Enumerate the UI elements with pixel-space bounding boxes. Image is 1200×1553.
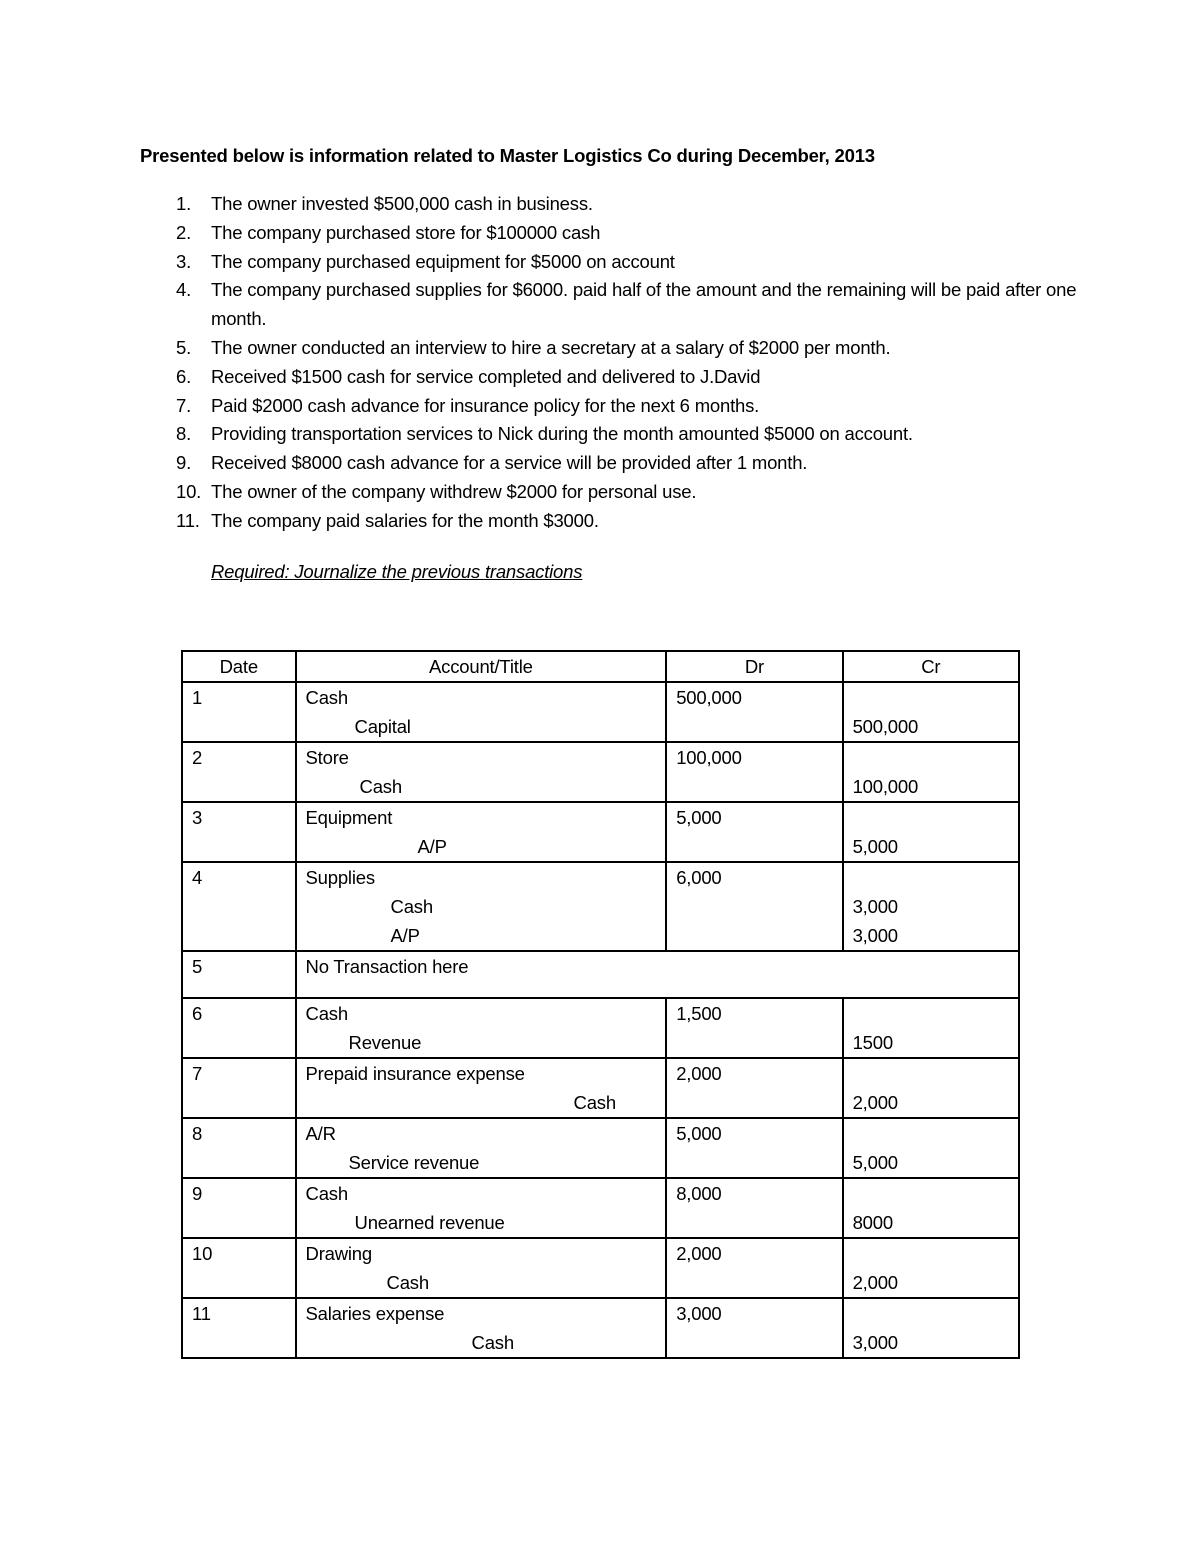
debit-cell	[666, 1178, 842, 1238]
entry-date: 4	[192, 867, 203, 888]
account-title: Cash	[390, 896, 433, 917]
list-item	[176, 420, 1121, 449]
credit-amount	[853, 1239, 1018, 1268]
debit-amount	[676, 1268, 841, 1297]
credit-cell	[843, 862, 1019, 951]
item-number: 2.	[176, 221, 192, 243]
credit-amount: 3,000	[852, 1332, 898, 1353]
account-title: A/P	[417, 836, 447, 857]
item-text: Received $8000 cash advance for a service will be provided after 1 month.	[211, 452, 808, 474]
debit-amount: 8,000	[676, 1183, 722, 1204]
item-text: The company purchased store for $100000 cash	[211, 221, 601, 243]
debit-amount	[676, 1328, 841, 1357]
credit-amount	[853, 1299, 1018, 1328]
account-title: Supplies	[305, 867, 375, 888]
credit-cell	[843, 998, 1019, 1058]
item-text: The company purchased equipment for $5000 on account	[211, 250, 675, 272]
account-cell	[296, 1178, 667, 1238]
item-number: 8.	[176, 423, 192, 445]
account-cell	[296, 862, 667, 951]
account-cell	[296, 1238, 667, 1298]
debit-amount	[676, 1208, 841, 1237]
debit-amount: 5,000	[676, 807, 722, 828]
date-cell	[182, 682, 296, 742]
debit-cell	[666, 998, 842, 1058]
item-number: 1.	[176, 193, 192, 214]
list-item	[176, 507, 1121, 536]
entry-date: 11	[192, 1303, 211, 1324]
document-title: Presented below is information related to Master Logistics Co during December, 2013	[140, 145, 875, 166]
item-number: 11.	[176, 509, 200, 531]
table-row	[182, 1238, 1019, 1298]
account-cell	[296, 682, 667, 742]
header-cr: Cr	[843, 651, 1019, 682]
debit-cell	[666, 1298, 842, 1358]
account-title: Store	[305, 747, 349, 768]
credit-cell	[843, 1238, 1019, 1298]
list-item	[176, 449, 1121, 478]
entry-date: 10	[192, 1243, 213, 1264]
account-title: Capital	[354, 716, 411, 737]
list-item	[176, 334, 1121, 363]
item-number: 3.	[176, 250, 192, 272]
account-title: Revenue	[348, 1032, 422, 1053]
item-text: The company purchased supplies for $6000. paid half of the amount and the remaining will be paid after one month.	[211, 279, 1077, 330]
item-text: Providing transportation services to Nick during the month amounted $5000 on account.	[211, 423, 913, 445]
item-number: 5.	[176, 336, 192, 358]
account-cell	[296, 1118, 667, 1178]
date-cell	[182, 1058, 296, 1118]
item-number: 7.	[176, 394, 192, 416]
list-item	[176, 363, 1121, 392]
debit-amount: 5,000	[676, 1123, 722, 1144]
entry-date: 2	[192, 747, 203, 768]
credit-cell	[843, 1118, 1019, 1178]
account-title: Unearned revenue	[354, 1212, 505, 1233]
table-row	[182, 862, 1019, 951]
credit-cell	[843, 1298, 1019, 1358]
account-cell	[296, 802, 667, 862]
date-cell	[182, 1238, 296, 1298]
account-cell	[296, 1058, 667, 1118]
credit-amount: 1500	[852, 1032, 893, 1053]
list-item	[176, 190, 1121, 219]
debit-amount: 500,000	[676, 687, 742, 708]
credit-cell	[843, 802, 1019, 862]
date-cell	[182, 1118, 296, 1178]
debit-amount	[676, 921, 841, 950]
credit-amount: 5,000	[852, 836, 898, 857]
account-cell	[296, 998, 667, 1058]
debit-amount	[676, 1148, 841, 1177]
account-title: Cash	[471, 1332, 514, 1353]
date-cell	[182, 802, 296, 862]
item-text: The owner conducted an interview to hire a secretary at a salary of $2000 per month.	[211, 336, 891, 358]
credit-amount	[853, 1119, 1018, 1148]
table-row	[182, 1178, 1019, 1238]
item-number: 10.	[176, 480, 202, 502]
credit-amount	[853, 1179, 1018, 1208]
table-row	[182, 802, 1019, 862]
list-item	[176, 392, 1121, 421]
date-cell	[182, 1178, 296, 1238]
credit-amount	[853, 743, 1018, 772]
date-cell	[182, 951, 296, 998]
credit-cell	[843, 1178, 1019, 1238]
debit-cell	[666, 802, 842, 862]
item-text: The owner invested $500,000 cash in business.	[211, 193, 593, 214]
debit-cell	[666, 682, 842, 742]
credit-amount	[853, 863, 1018, 892]
account-title: Cash	[305, 1183, 348, 1204]
entry-date: 6	[192, 1003, 203, 1024]
account-title: A/P	[390, 925, 420, 946]
debit-amount	[676, 772, 841, 801]
debit-amount: 2,000	[676, 1243, 722, 1264]
credit-amount: 2,000	[852, 1092, 898, 1113]
debit-cell	[666, 1118, 842, 1178]
credit-cell	[843, 742, 1019, 802]
debit-amount: 1,500	[676, 1003, 722, 1024]
item-text: The owner of the company withdrew $2000 for personal use.	[211, 480, 697, 502]
entry-date: 3	[192, 807, 203, 828]
debit-amount: 100,000	[676, 747, 742, 768]
account-cell	[296, 1298, 667, 1358]
date-cell	[182, 862, 296, 951]
table-row	[182, 682, 1019, 742]
debit-amount: 6,000	[676, 867, 722, 888]
debit-amount	[676, 1028, 841, 1057]
transaction-list	[176, 190, 1121, 536]
credit-amount: 3,000	[852, 925, 898, 946]
debit-amount	[676, 892, 841, 921]
entry-date: 8	[192, 1123, 203, 1144]
item-text: Paid $2000 cash advance for insurance policy for the next 6 months.	[211, 394, 760, 416]
date-cell	[182, 742, 296, 802]
header-dr: Dr	[666, 651, 842, 682]
debit-cell	[666, 862, 842, 951]
account-title: Salaries expense	[305, 1303, 445, 1324]
account-cell	[296, 742, 667, 802]
debit-amount	[676, 832, 841, 861]
table-row	[182, 998, 1019, 1058]
debit-amount	[676, 712, 841, 741]
credit-amount: 500,000	[852, 716, 919, 737]
credit-amount	[853, 999, 1018, 1028]
account-title: Equipment	[305, 807, 393, 828]
date-cell	[182, 998, 296, 1058]
debit-cell	[666, 1058, 842, 1118]
date-cell	[182, 1298, 296, 1358]
credit-amount: 3,000	[852, 896, 898, 917]
no-transaction-cell	[296, 951, 1019, 998]
table-row	[182, 951, 1019, 998]
table-row	[182, 1298, 1019, 1358]
list-item	[176, 248, 1121, 277]
credit-amount	[853, 683, 1018, 712]
entry-date: 9	[192, 1183, 203, 1204]
account-title: Drawing	[305, 1243, 372, 1264]
credit-amount	[853, 1059, 1018, 1088]
account-title: Cash	[305, 1003, 348, 1024]
item-number: 4.	[176, 279, 192, 301]
entry-note: No Transaction here	[305, 956, 469, 977]
entry-date: 1	[192, 687, 203, 708]
item-number: 9.	[176, 452, 192, 474]
credit-cell	[843, 1058, 1019, 1118]
debit-amount	[676, 1088, 841, 1117]
credit-amount: 5,000	[852, 1152, 898, 1173]
credit-amount: 8000	[852, 1212, 893, 1233]
credit-cell	[843, 682, 1019, 742]
list-item	[176, 478, 1121, 507]
list-item	[176, 219, 1121, 248]
credit-amount: 100,000	[852, 776, 919, 797]
account-title: Cash	[573, 1092, 616, 1113]
item-text: Received $1500 cash for service completed and delivered to J.David	[211, 365, 761, 387]
account-title: Prepaid insurance expense	[305, 1063, 525, 1084]
account-title: Service revenue	[348, 1152, 480, 1173]
debit-cell	[666, 742, 842, 802]
table-header-row	[182, 651, 1019, 682]
account-title: Cash	[305, 687, 348, 708]
journal-table	[181, 650, 1020, 1359]
table-row	[182, 1058, 1019, 1118]
entry-date: 7	[192, 1063, 203, 1084]
table-row	[182, 1118, 1019, 1178]
debit-cell	[666, 1238, 842, 1298]
list-item	[176, 276, 1121, 334]
credit-amount	[853, 803, 1018, 832]
debit-amount: 3,000	[676, 1303, 722, 1324]
header-date: Date	[182, 651, 296, 682]
item-text: The company paid salaries for the month $3000.	[211, 509, 599, 531]
account-title: Cash	[359, 776, 402, 797]
credit-amount: 2,000	[852, 1272, 898, 1293]
item-number: 6.	[176, 365, 192, 387]
header-account: Account/Title	[296, 651, 667, 682]
account-title: Cash	[386, 1272, 429, 1293]
entry-date: 5	[192, 956, 203, 977]
debit-amount: 2,000	[676, 1063, 722, 1084]
required-instruction: Required: Journalize the previous transactions	[211, 561, 583, 582]
table-row	[182, 742, 1019, 802]
account-title: A/R	[305, 1123, 336, 1144]
